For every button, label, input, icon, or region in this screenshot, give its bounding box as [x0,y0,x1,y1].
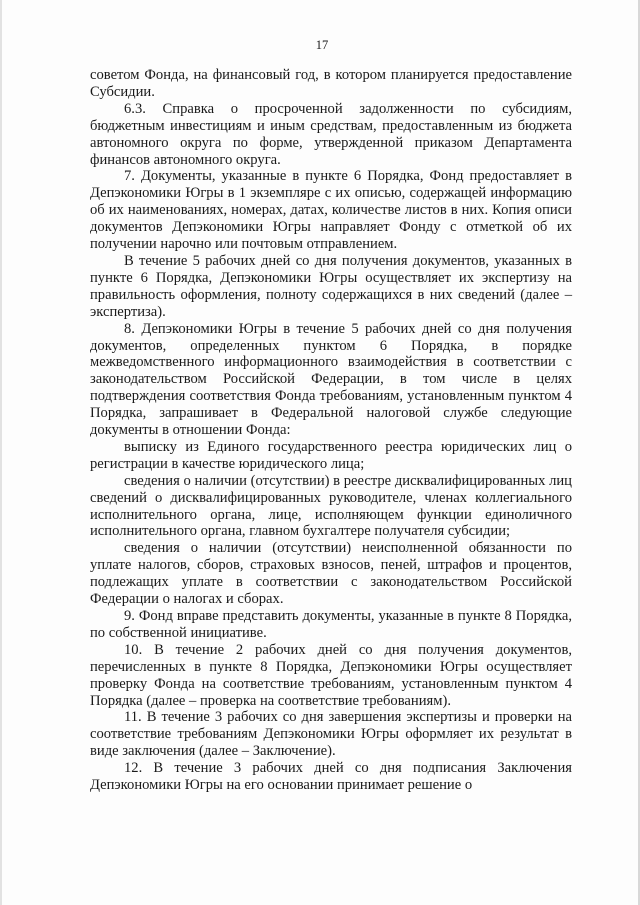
paragraph-9: 9. Фонд вправе представить документы, указанные в пункте 8 Порядка, по собственной инициативе. [90,608,572,641]
paragraph-12: 12. В течение 3 рабочих дней со дня подписания Заключения Депэкономики Югры на его основании принимает решение о [90,760,572,794]
paragraph-6-3: 6.3. Справка о просроченной задолженности по субсидиям, бюджетным инвестициям и иным средствам, предоставленным из бюджета автономного округа по форме, утвержденной приказом Департамента финансов автономного округа. [90,100,572,168]
document-body [90,67,572,794]
paragraph-8-item-disqualified: сведения о наличии (отсутствии) в реестре дисквалифицированных лиц сведений о дисквалифицированных руководителе, членах коллегиального исполнительного органа, лице, исполняющем функции единоличного исполнительного органа, главном бухгалтере получателя субсидии; [90,472,572,540]
paragraph-10: 10. В течение 2 рабочих дней со дня получения документов, перечисленных в пункте 8 Порядка, Депэкономики Югры осуществляет проверку Фонда на соответствие требованиям, установленным пунктом 4 Порядка (далее – проверка на соответствие требованиям). [90,641,572,709]
paragraph-7-expertise: В течение 5 рабочих дней со дня получения документов, указанных в пункте 6 Порядка, Депэкономики Югры осуществляет их экспертизу на правильность оформления, полноту содержащихся в них сведений (далее – экспертиза). [90,252,572,320]
paragraph-8: 8. Депэкономики Югры в течение 5 рабочих дней со дня получения документов, определенных пунктом 6 Порядка, в порядке межведомственного информационного взаимодействия в соответствии с законодательством Российской Федерации, в том числе в целях подтверждения соответствия Фонда требованиям, установленным пунктом 4 Порядка, запрашивает в Федеральной налоговой службе следующие документы в отношении Фонда: [90,320,572,439]
paragraph-8-item-taxes: сведения о наличии (отсутствии) неисполненной обязанности по уплате налогов, сборов, страховых взносов, пеней, штрафов и процентов, подлежащих уплате в соответствии с законодательством Российской Федерации о налогах и сборах. [90,540,572,608]
paragraph-8-item-extract: выписку из Единого государственного реестра юридических лиц о регистрации в качестве юридического лица; [90,438,572,472]
paragraph-continuation: советом Фонда, на финансовый год, в котором планируется предоставление Субсидии. [90,67,572,100]
paragraph-7: 7. Документы, указанные в пункте 6 Порядка, Фонд предоставляет в Депэкономики Югры в 1 экземпляре с их описью, содержащей информацию об их наименованиях, номерах, датах, количестве листов в них. Копия описи документов Депэкономики Югры направляет Фонду с отметкой об их получении нарочно или почтовым отправлением. [90,168,572,253]
page-number: 17 [315,38,329,52]
paragraph-11: 11. В течение 3 рабочих со дня завершения экспертизы и проверки на соответствие требованиям Депэкономики Югры оформляет их результат в виде заключения (далее – Заключение). [90,709,572,760]
